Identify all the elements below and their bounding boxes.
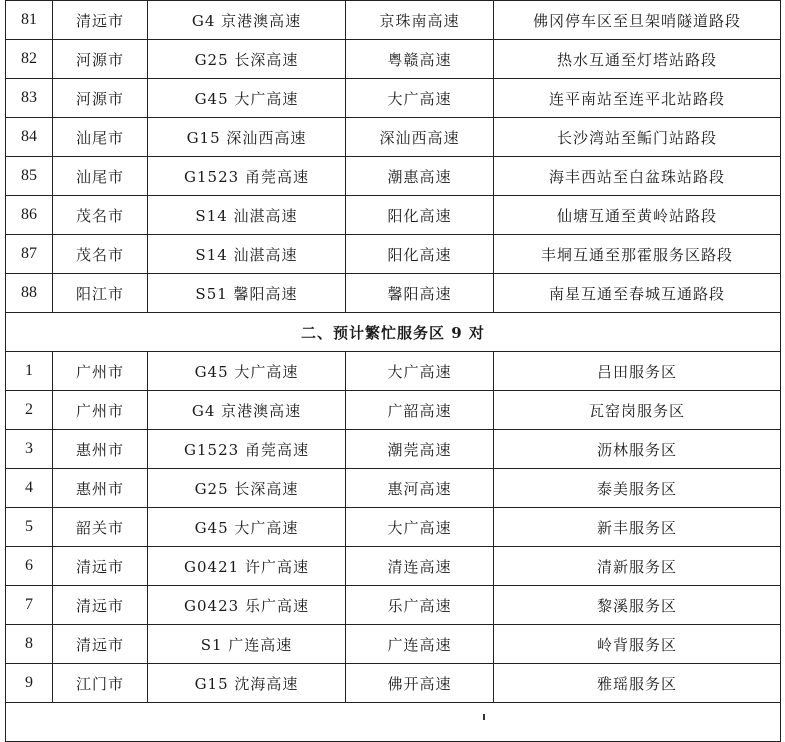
- city-cell: 汕尾市: [53, 118, 148, 157]
- row-number: 5: [6, 508, 53, 547]
- table-row: [6, 430, 781, 469]
- city-cell: 清远市: [53, 547, 148, 586]
- segment-cell: 雅瑶服务区: [494, 664, 781, 703]
- route-cell: G4 京港澳高速: [148, 391, 346, 430]
- table-section-heading: [6, 313, 781, 352]
- road-name-cell: 惠河高速: [346, 469, 494, 508]
- road-name-cell: 京珠南高速: [346, 1, 494, 40]
- table-row: [6, 1, 781, 40]
- row-number: 82: [6, 40, 53, 79]
- route-cell: S1 广连高速: [148, 625, 346, 664]
- table-row: [6, 196, 781, 235]
- segment-cell: 新丰服务区: [494, 508, 781, 547]
- row-number: 88: [6, 274, 53, 313]
- route-cell: G1523 甬莞高速: [148, 157, 346, 196]
- table-row: [6, 157, 781, 196]
- row-number: 9: [6, 664, 53, 703]
- segment-cell: 沥林服务区: [494, 430, 781, 469]
- road-name-cell: 广连高速: [346, 625, 494, 664]
- road-name-cell: 深汕西高速: [346, 118, 494, 157]
- segment-cell: 佛冈停车区至旦架哨隧道路段: [494, 1, 781, 40]
- table-row: [6, 586, 781, 625]
- route-cell: G45 大广高速: [148, 508, 346, 547]
- route-cell: G4 京港澳高速: [148, 1, 346, 40]
- road-name-cell: 阳化高速: [346, 235, 494, 274]
- road-name-cell: 潮惠高速: [346, 157, 494, 196]
- row-number: 81: [6, 1, 53, 40]
- city-cell: 汕尾市: [53, 157, 148, 196]
- segment-cell: 南星互通至春城互通路段: [494, 274, 781, 313]
- city-cell: 河源市: [53, 40, 148, 79]
- row-number: 87: [6, 235, 53, 274]
- city-cell: 惠州市: [53, 430, 148, 469]
- row-number: 4: [6, 469, 53, 508]
- row-number: 8: [6, 625, 53, 664]
- road-name-cell: 乐广高速: [346, 586, 494, 625]
- segment-cell: 连平南站至连平北站路段: [494, 79, 781, 118]
- road-name-cell: 佛开高速: [346, 664, 494, 703]
- route-cell: S51 馨阳高速: [148, 274, 346, 313]
- road-name-cell: 阳化高速: [346, 196, 494, 235]
- city-cell: 河源市: [53, 79, 148, 118]
- route-cell: G25 长深高速: [148, 469, 346, 508]
- route-cell: G1523 甬莞高速: [148, 430, 346, 469]
- row-number: 6: [6, 547, 53, 586]
- segment-cell: 热水互通至灯塔站路段: [494, 40, 781, 79]
- table-row: [6, 625, 781, 664]
- table-row: [6, 391, 781, 430]
- road-segment-table: [5, 0, 781, 742]
- row-number: 2: [6, 391, 53, 430]
- table-body-service-areas: [6, 352, 781, 703]
- route-cell: S14 汕湛高速: [148, 235, 346, 274]
- table-row: [6, 118, 781, 157]
- table-row: [6, 235, 781, 274]
- row-number: 84: [6, 118, 53, 157]
- road-name-cell: 大广高速: [346, 508, 494, 547]
- city-cell: 惠州市: [53, 469, 148, 508]
- route-cell: G0421 许广高速: [148, 547, 346, 586]
- table-row: [6, 664, 781, 703]
- route-cell: G45 大广高速: [148, 79, 346, 118]
- city-cell: 广州市: [53, 391, 148, 430]
- city-cell: 韶关市: [53, 508, 148, 547]
- segment-cell: 吕田服务区: [494, 352, 781, 391]
- segment-cell: 瓦窑岗服务区: [494, 391, 781, 430]
- table-row-partial: [6, 703, 781, 742]
- road-name-cell: 粤赣高速: [346, 40, 494, 79]
- segment-cell: 清新服务区: [494, 547, 781, 586]
- city-cell: 阳江市: [53, 274, 148, 313]
- segment-cell: 岭背服务区: [494, 625, 781, 664]
- segment-cell: 黎溪服务区: [494, 586, 781, 625]
- page-mark: [483, 714, 485, 720]
- city-cell: 清远市: [53, 625, 148, 664]
- row-number: 83: [6, 79, 53, 118]
- road-name-cell: 潮莞高速: [346, 430, 494, 469]
- segment-cell: 仙塘互通至黄岭站路段: [494, 196, 781, 235]
- city-cell: 江门市: [53, 664, 148, 703]
- route-cell: G25 长深高速: [148, 40, 346, 79]
- road-name-cell: 广韶高速: [346, 391, 494, 430]
- table-continuation: [6, 703, 781, 742]
- road-name-cell: 大广高速: [346, 352, 494, 391]
- road-name-cell: 清连高速: [346, 547, 494, 586]
- city-cell: 清远市: [53, 586, 148, 625]
- table-body-segments: [6, 1, 781, 313]
- city-cell: 茂名市: [53, 196, 148, 235]
- route-cell: G0423 乐广高速: [148, 586, 346, 625]
- row-number: 85: [6, 157, 53, 196]
- segment-cell: 海丰西站至白盆珠站路段: [494, 157, 781, 196]
- road-name-cell: 大广高速: [346, 79, 494, 118]
- row-number: 3: [6, 430, 53, 469]
- city-cell: 清远市: [53, 1, 148, 40]
- table-row: [6, 79, 781, 118]
- segment-cell: 泰美服务区: [494, 469, 781, 508]
- road-name-cell: 馨阳高速: [346, 274, 494, 313]
- row-number: 86: [6, 196, 53, 235]
- route-cell: G15 深汕西高速: [148, 118, 346, 157]
- city-cell: 茂名市: [53, 235, 148, 274]
- table-row: [6, 547, 781, 586]
- row-number: 1: [6, 352, 53, 391]
- table-row: [6, 40, 781, 79]
- section-heading: 二、预计繁忙服务区 9 对: [6, 313, 781, 352]
- partial-cell: [6, 703, 781, 742]
- section-heading-row: [6, 313, 781, 352]
- table-row: [6, 352, 781, 391]
- table-row: [6, 508, 781, 547]
- segment-cell: 丰垌互通至那霍服务区路段: [494, 235, 781, 274]
- segment-cell: 长沙湾站至鲘门站路段: [494, 118, 781, 157]
- row-number: 7: [6, 586, 53, 625]
- route-cell: G15 沈海高速: [148, 664, 346, 703]
- route-cell: S14 汕湛高速: [148, 196, 346, 235]
- document-page: [5, 0, 780, 742]
- table-row: [6, 274, 781, 313]
- table-row: [6, 469, 781, 508]
- route-cell: G45 大广高速: [148, 352, 346, 391]
- city-cell: 广州市: [53, 352, 148, 391]
